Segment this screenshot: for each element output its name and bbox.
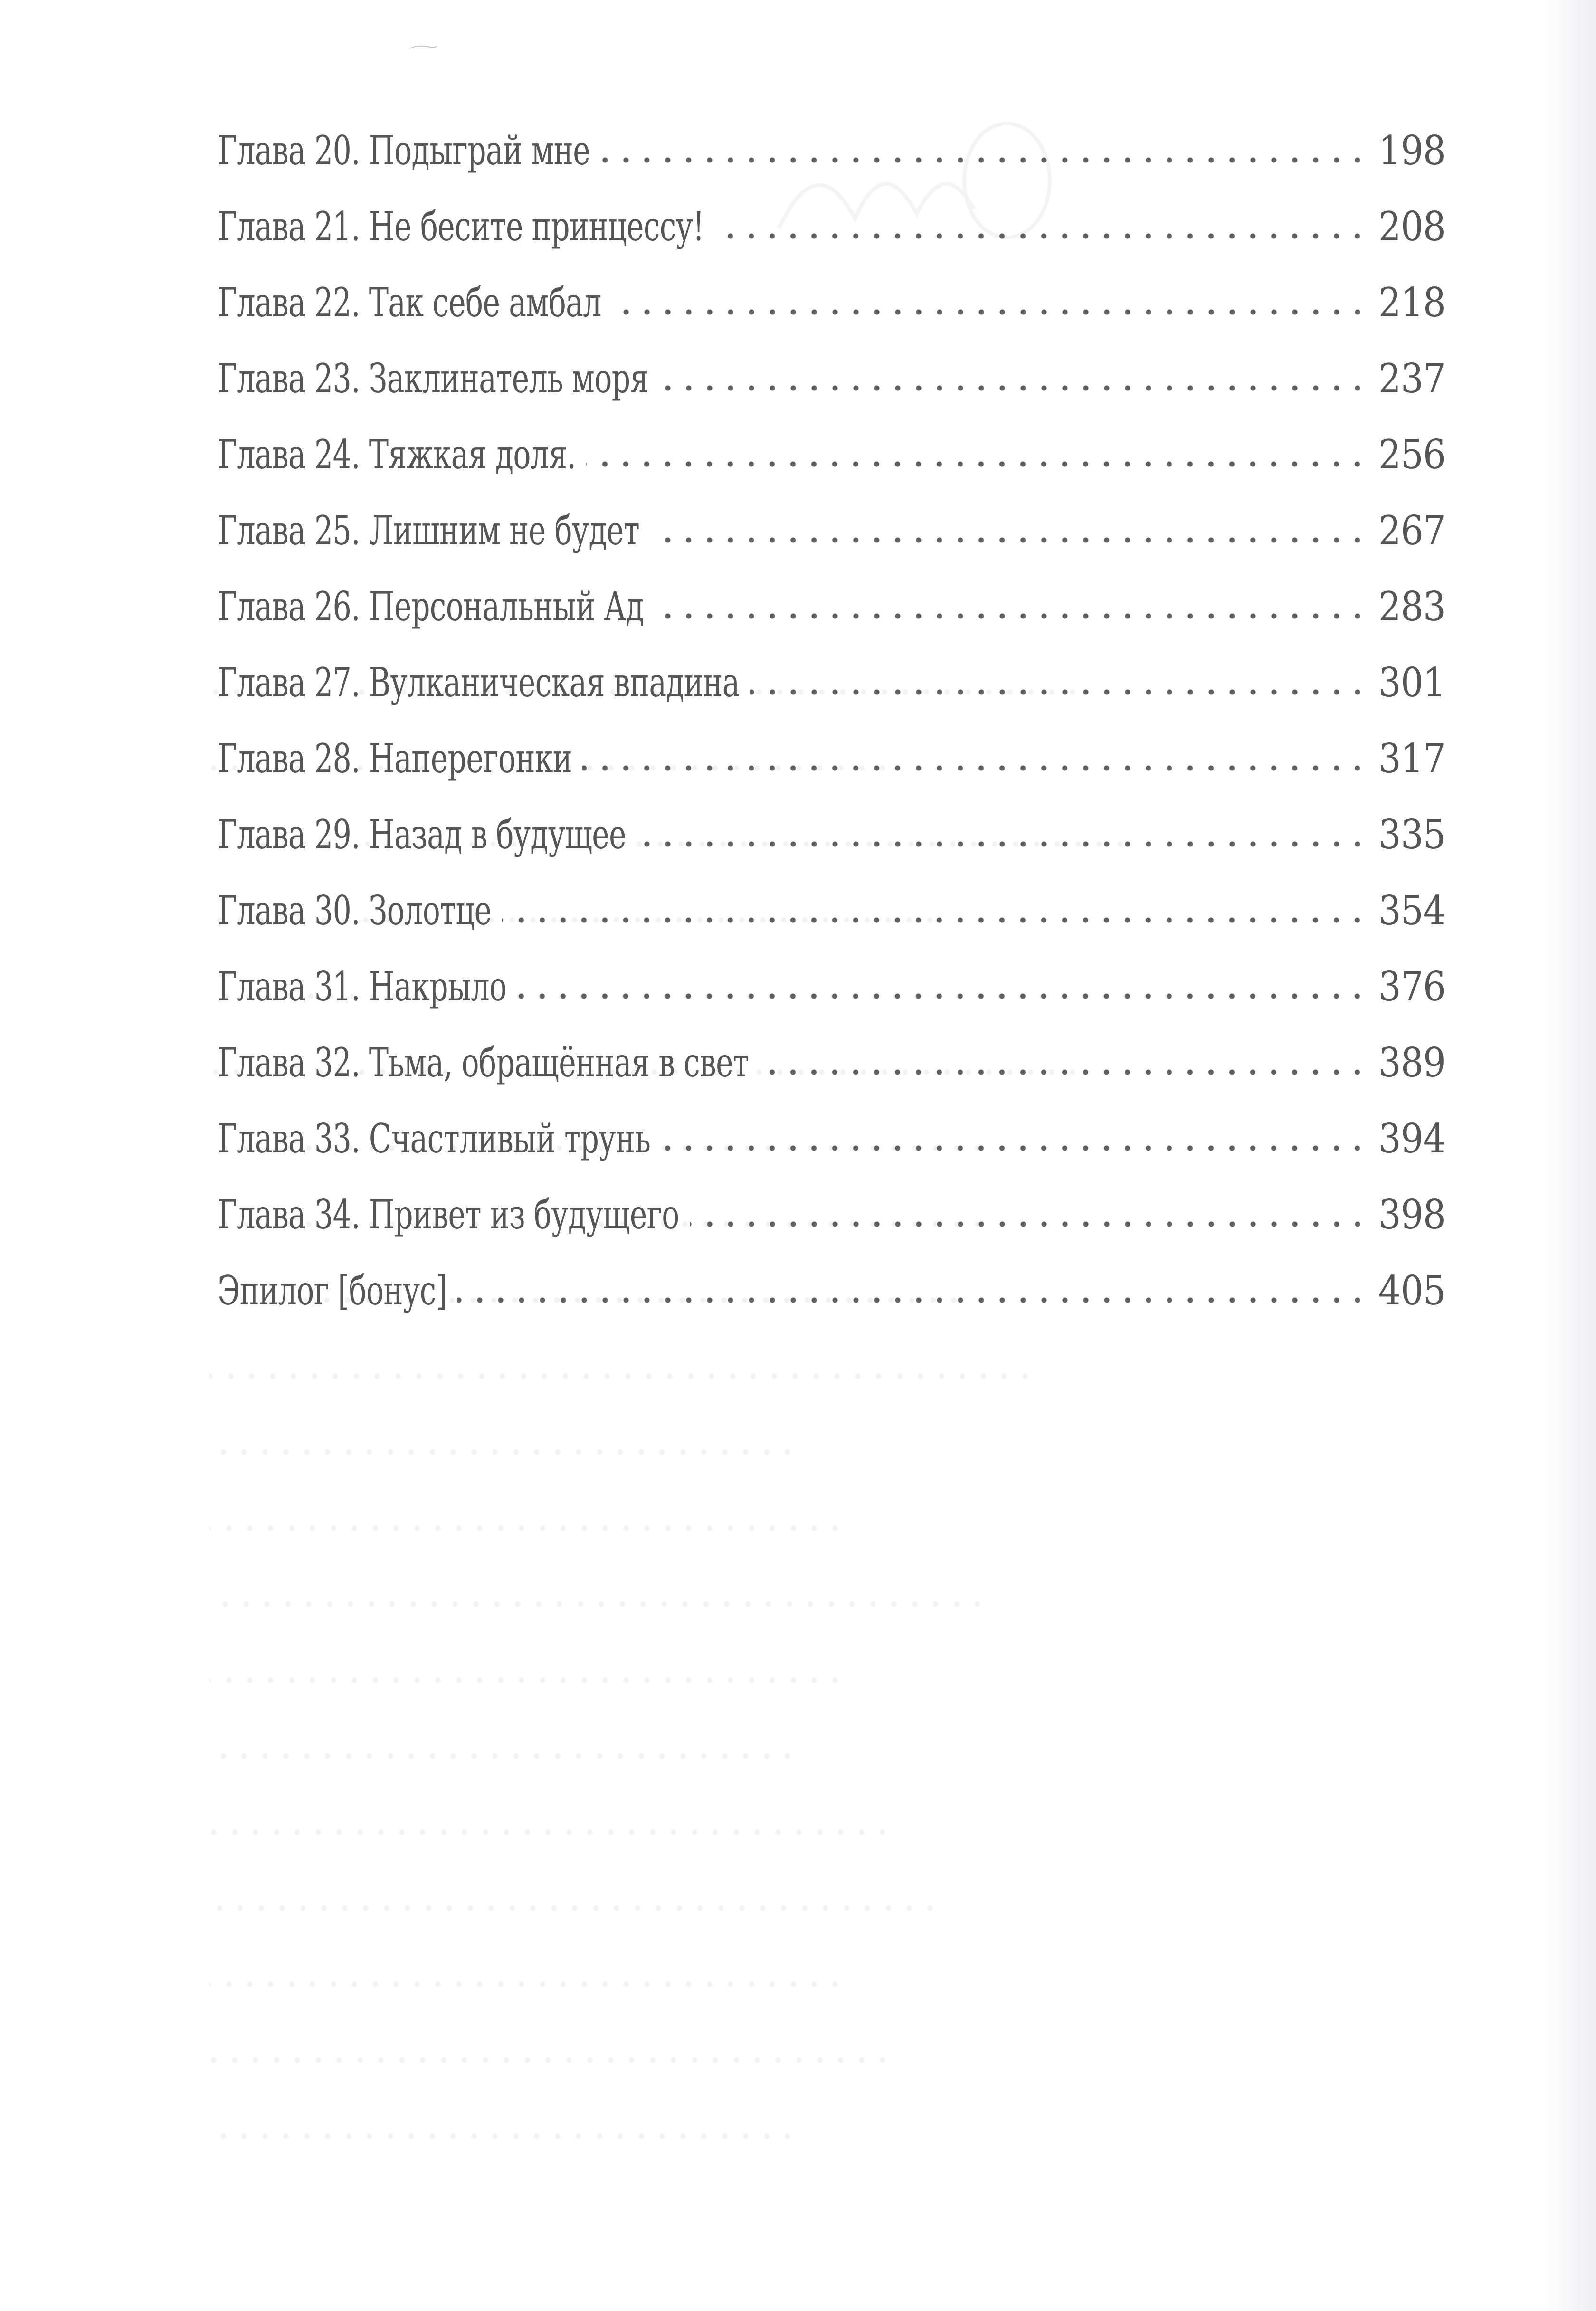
toc-entry-chapter-34 [218,1189,1445,1265]
toc-entry-title: Глава 29. Назад в будущее [218,811,626,858]
toc-entry-title: Глава 23. Заклинатель моря [218,355,648,402]
toc-entry-title: Глава 27. Вулканическая впадина [218,659,740,706]
toc-entry-page-number: 267 [1378,507,1445,554]
toc-entry-page-number: 398 [1378,1191,1445,1238]
scan-speck-mark [408,44,437,50]
bleed-row [142,1568,1425,1644]
toc-entry-page-number: 208 [1378,203,1445,250]
bleed-row [142,1644,1425,1720]
dot-leader [457,1297,1368,1303]
dot-leader [650,537,1368,543]
dot-leader [690,1221,1368,1227]
toc-entry-title: Глава 21. Не бесите принцессу! [218,203,704,250]
toc-entry-chapter-32 [218,1037,1445,1113]
toc-entry-page-number: 394 [1378,1115,1445,1162]
toc-entry-chapter-31 [218,961,1445,1037]
toc-entry-chapter-27 [218,656,1445,732]
toc-entry-chapter-28 [218,732,1445,808]
toc-entry-title: Эпилог [бонус] [218,1267,447,1314]
dot-leader [750,689,1368,695]
page-edge-shadow [1544,0,1596,2311]
bleed-row [142,1492,1425,1568]
toc-entry-title: Глава 20. Подыграй мне [218,127,590,174]
toc-entry-chapter-30 [218,884,1445,961]
dot-leader [600,157,1368,163]
toc-entry-title: Глава 25. Лишним не будет [218,507,640,554]
toc-entry-page-number: 376 [1378,963,1445,1010]
toc-entry-page-number: 317 [1378,735,1445,782]
dot-leader [586,461,1368,467]
toc-entry-chapter-33 [218,1113,1445,1189]
toc-entry-title: Глава 30. Золотце [218,887,492,934]
toc-entry-epilogue [218,1265,1445,1341]
toc-entry-page-number: 198 [1378,127,1445,174]
bleed-row [142,1720,1425,1796]
bleed-row [142,2100,1425,2176]
toc-entry-title: Глава 24. Тяжкая доля. [218,431,576,478]
bleed-row [142,1416,1425,1492]
toc-entry-chapter-23 [218,352,1445,428]
dot-leader [502,917,1368,923]
bleed-row [142,1948,1425,2024]
toc-entry-chapter-26 [218,580,1445,656]
dot-leader [636,841,1368,847]
toc-entry-title: Глава 22. Так себе амбал [218,279,601,326]
toc-entry-chapter-22 [218,276,1445,352]
toc-entry-title: Глава 34. Привет из будущего [218,1191,679,1238]
dot-leader [582,765,1368,771]
toc-entry-title: Глава 33. Счастливый трунь [218,1115,651,1162]
toc-entry-chapter-24 [218,428,1445,504]
bleed-row [142,1796,1425,1872]
toc-entry-title: Глава 32. Тьма, обращённая в свет [218,1039,749,1086]
dot-leader [661,1145,1368,1151]
toc-entry-chapter-21 [218,200,1445,276]
dot-leader [759,1069,1368,1075]
toc-entry-title: Глава 31. Накрыло [218,963,507,1010]
toc-entry-page-number: 354 [1378,887,1445,934]
dot-leader [612,309,1368,315]
bleed-row [142,1340,1425,1416]
toc-entry-chapter-29 [218,808,1445,884]
toc-entry-chapter-20 [218,124,1445,200]
toc-entry-page-number: 335 [1378,811,1445,858]
bleed-row [142,1872,1425,1948]
toc-entry-page-number: 283 [1378,583,1445,630]
toc-entry-page-number: 256 [1378,431,1445,478]
dot-leader [714,233,1368,239]
toc-entry-chapter-25 [218,504,1445,580]
dot-leader [517,993,1368,999]
bleed-row [142,2024,1425,2100]
dot-leader [654,613,1368,619]
toc-entry-title: Глава 28. Наперегонки [218,735,572,782]
toc-entry-title: Глава 26. Персональный Ад [218,583,644,630]
toc-entry-page-number: 389 [1378,1039,1445,1086]
toc-entry-page-number: 237 [1378,355,1445,402]
toc-entry-page-number: 405 [1378,1267,1445,1314]
toc-entry-page-number: 218 [1378,279,1445,326]
dot-leader [659,385,1368,391]
table-of-contents [218,124,1445,1341]
toc-entry-page-number: 301 [1378,659,1445,706]
